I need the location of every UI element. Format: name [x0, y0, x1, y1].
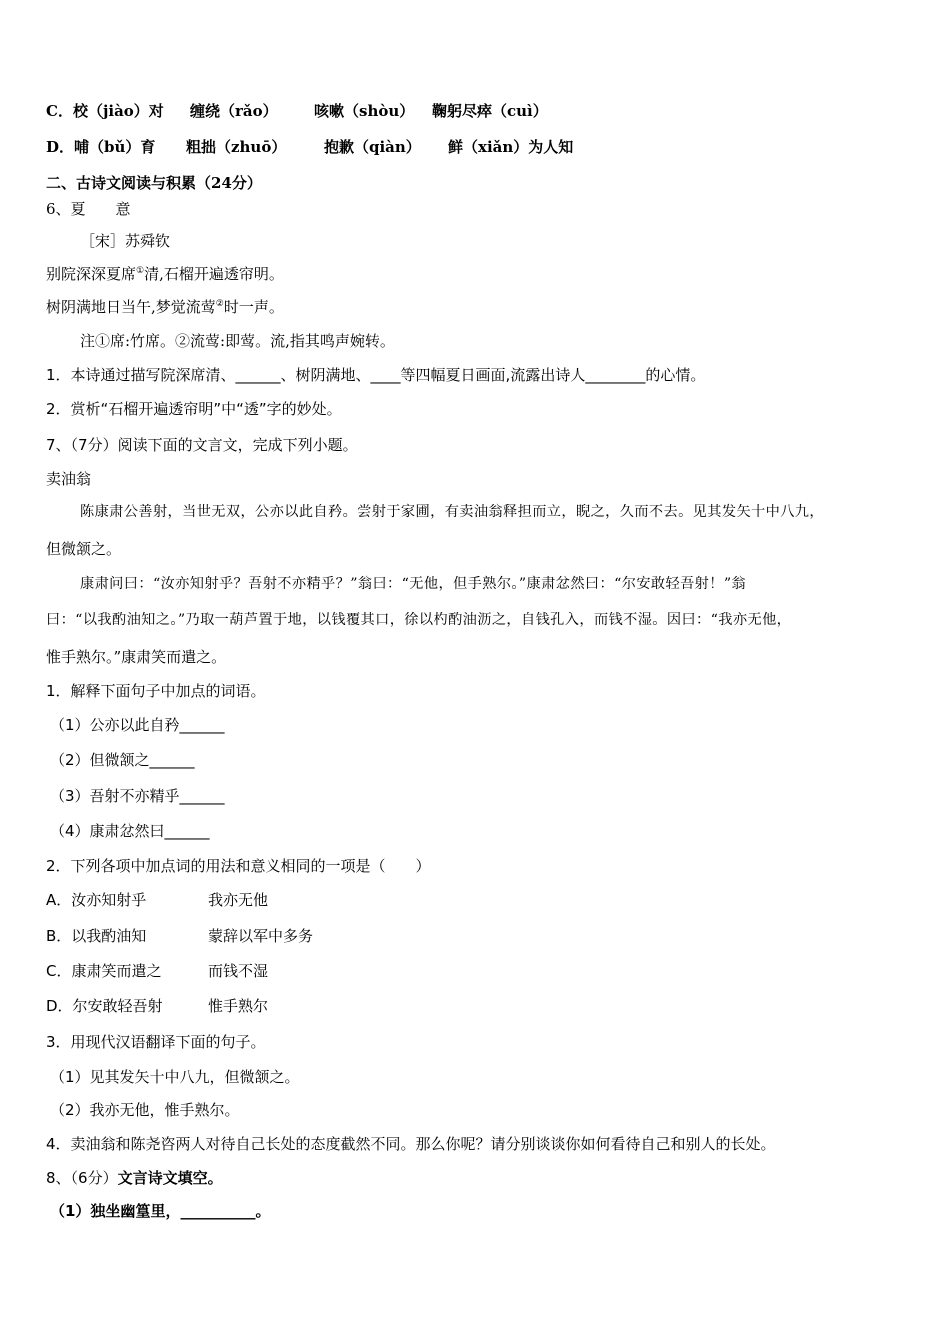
poem-author: ［宋］苏舜钦 — [80, 232, 171, 250]
option-d-3: 抱歉（qiàn） — [324, 138, 421, 156]
choice-c-left: C．康肃笑而遣之 — [46, 962, 162, 980]
poem-line-1b: 清,石榴开遍透帘明。 — [144, 265, 284, 283]
poem-line-2b: 时一声。 — [223, 298, 284, 316]
passage-p1-line1: 陈康肃公善射，当世无双，公亦以此自矜。尝射于家圃，有卖油翁释担而立，睨之，久而不去。见其发矢十中八九， — [80, 504, 824, 520]
q7-sub-3-item-2: （2）我亦无他，惟手熟尔。 — [50, 1101, 240, 1119]
q7-sub-1-item-1: （1）公亦以此自矜______ — [50, 716, 225, 734]
poem-line-2 — [46, 297, 284, 317]
passage-p2-line3: 惟手熟尔。”康肃笑而遣之。 — [46, 648, 227, 666]
choice-a-left: A．汝亦知射乎 — [46, 891, 147, 909]
footnote-mark-1: ① — [136, 266, 145, 276]
q7-sub-1-item-2: （2）但微颔之______ — [50, 751, 195, 769]
q7-sub-1-item-4: （4）康肃忿然曰______ — [50, 822, 210, 840]
q8-title: 文言诗文填空。 — [117, 1169, 223, 1187]
q6-sub-1: 1．本诗通过描写院深席清、______、树阴满地、____等四幅夏日画面,流露出诗人________的心情。 — [46, 366, 706, 384]
poem-line-1 — [46, 264, 284, 284]
q8-heading — [46, 1168, 223, 1188]
passage-p2-line1: 康肃问曰：“汝亦知射乎？吾射不亦精乎？”翁曰：“无他，但手熟尔。”康肃忿然曰：“尔安敢轻吾射！”翁 — [80, 576, 747, 592]
choice-b-right: 蒙辞以军中多务 — [208, 927, 314, 945]
choice-b-left: B．以我酌油知 — [46, 927, 147, 945]
choice-d-left: D．尔安敢轻吾射 — [46, 997, 163, 1015]
section-heading: 二、古诗文阅读与积累（24分） — [46, 174, 262, 192]
option-d-1: D．哺（bǔ）育 — [46, 138, 156, 156]
option-c-2: 缠绕（rǎo） — [190, 102, 278, 120]
q7-sub-1-item-3: （3）吾射不亦精乎______ — [50, 787, 225, 805]
passage-p2-line2: 曰：“以我酌油知之。”乃取一葫芦置于地，以钱覆其口，徐以杓酌油沥之，自钱孔入，而钱不湿。因曰：“我亦无他， — [46, 612, 792, 628]
footnote-mark-2: ② — [215, 299, 224, 309]
choice-a-right: 我亦无他 — [208, 891, 269, 909]
passage-title: 卖油翁 — [46, 470, 92, 488]
q8-item-1: （1）独坐幽篁里，__________。 — [50, 1202, 271, 1220]
option-d-4: 鲜（xiǎn）为人知 — [448, 138, 574, 156]
poem-line-2a: 树阴满地日当午,梦觉流莺 — [46, 298, 216, 316]
option-c-4: 鞠躬尽瘁（cuì） — [432, 102, 548, 120]
q7-sub-3: 3．用现代汉语翻译下面的句子。 — [46, 1033, 266, 1051]
q6-sub-2: 2．赏析“石榴开遍透帘明”中“透”字的妙处。 — [46, 400, 342, 418]
q7-sub-1: 1．解释下面句子中加点的词语。 — [46, 682, 266, 700]
choice-c-right: 而钱不湿 — [208, 962, 269, 980]
poem-note: 注①席:竹席。②流莺:即莺。流,指其鸣声婉转。 — [80, 332, 395, 350]
q7-intro: 7、（7分）阅读下面的文言文，完成下列小题。 — [46, 436, 358, 454]
q7-sub-3-item-1: （1）见其发矢十中八九，但微颔之。 — [50, 1068, 300, 1086]
q6-title: 6、夏 意 — [46, 200, 131, 218]
passage-p1-line2: 但微颔之。 — [46, 540, 122, 558]
q7-sub-4: 4．卖油翁和陈尧咨两人对待自己长处的态度截然不同。那么你呢？请分别谈谈你如何看待自己和别人的长处。 — [46, 1135, 776, 1153]
option-c-3: 咳嗽（shòu） — [314, 102, 415, 120]
option-d-2: 粗拙（zhuō） — [186, 138, 287, 156]
q7-sub-2: 2．下列各项中加点词的用法和意义相同的一项是（ ） — [46, 857, 431, 875]
option-c-1: C．校（jiào）对 — [46, 102, 164, 120]
poem-line-1a: 别院深深夏席 — [46, 265, 137, 283]
q8-label: 8、（6分） — [46, 1169, 118, 1187]
choice-d-right: 惟手熟尔 — [208, 997, 269, 1015]
